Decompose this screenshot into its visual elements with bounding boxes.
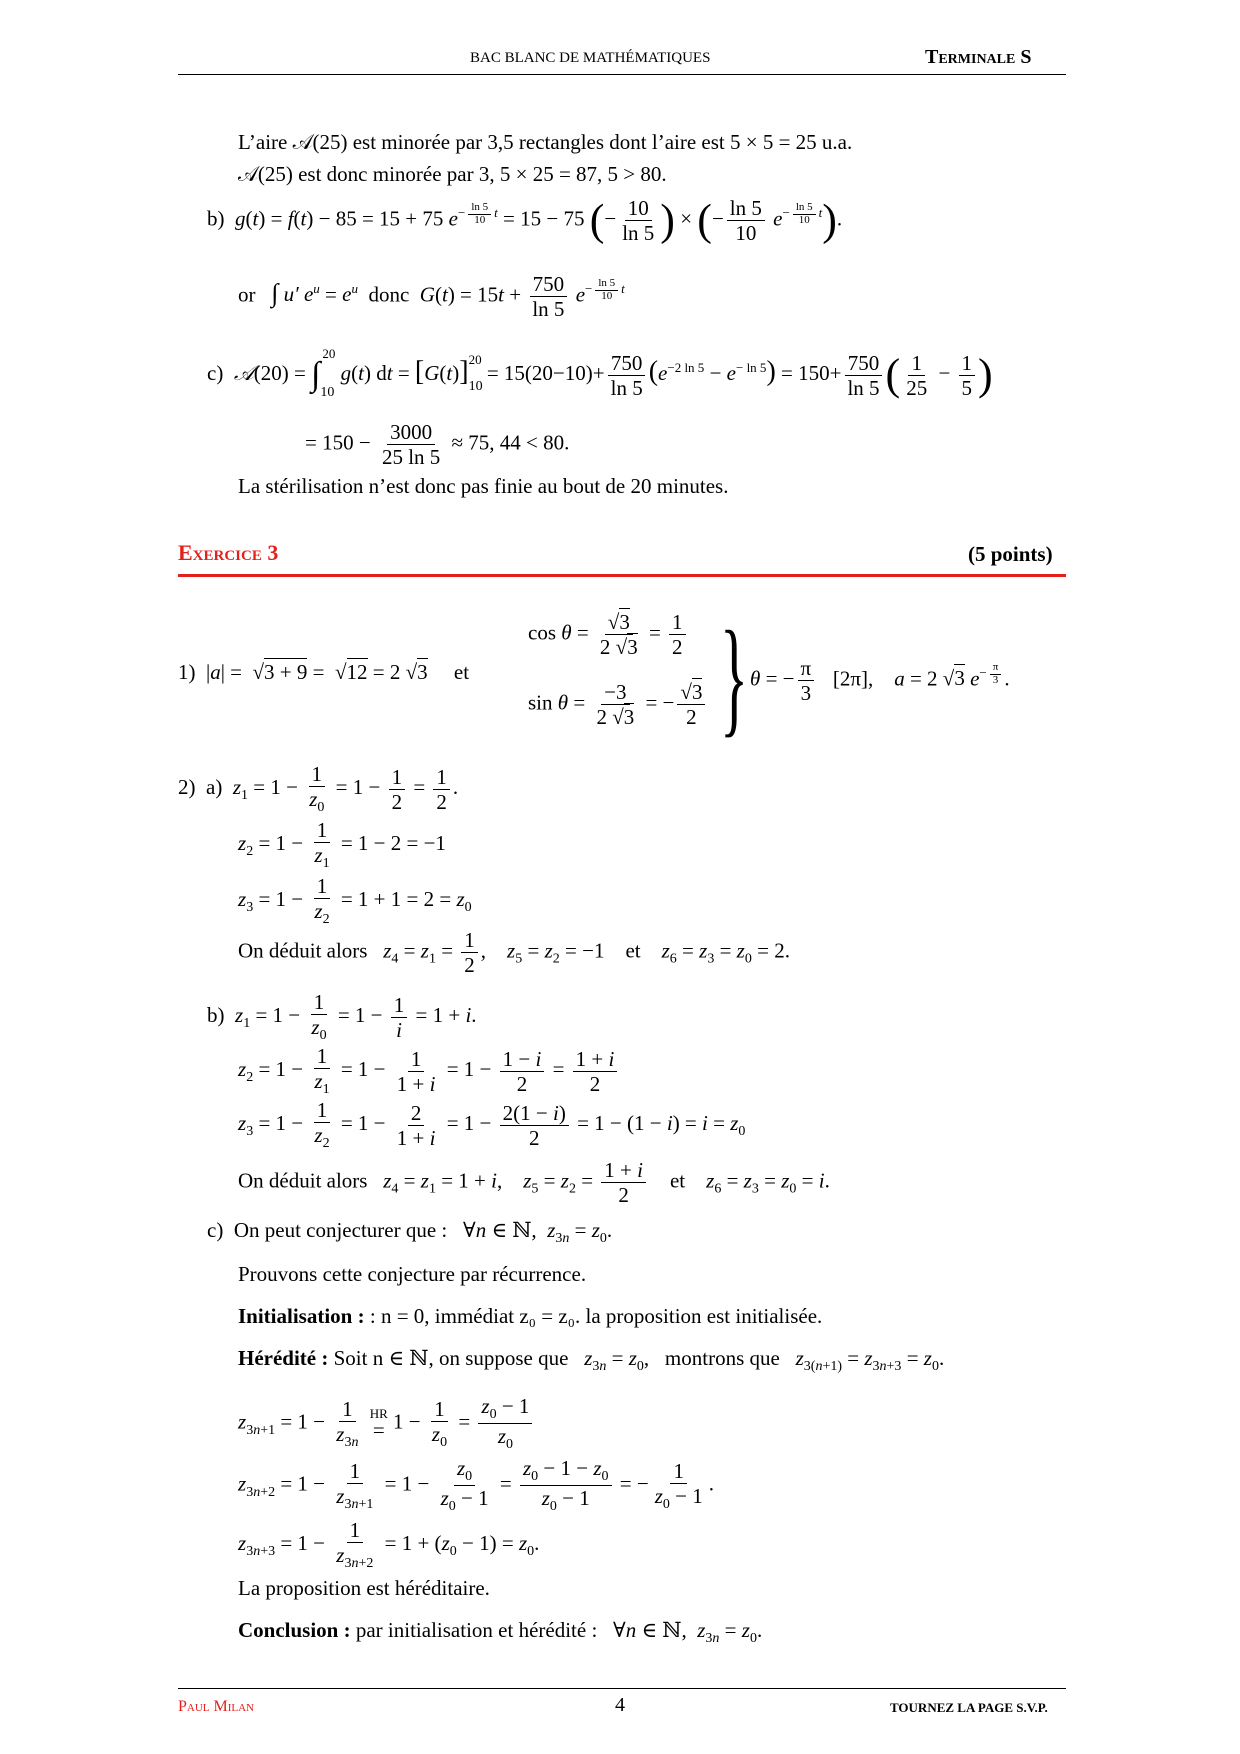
hereditaire-text: La proposition est héréditaire. — [238, 1576, 490, 1600]
montrons-text: montrons que — [664, 1346, 780, 1370]
q2c-hered: Hérédité : Soit n ∈ ℕ, on suppose que $z_{3n} = z_0$, montrons que $z_{3(n+1)} = z_{3n+3} = z_0$. — [238, 1346, 945, 1375]
text-line-2: 𝒜(25) est donc minorée par 3, 5 × 25 = 87, 5 > 80. — [238, 162, 667, 186]
or-label: or — [238, 282, 256, 307]
hered-z3n1: $z_{3n+1} = 1$ − $\frac{1}{z_{3n}}$ HR = 1 − $\frac{1}{z_0}$ = $\frac{z_0 - 1}{z_0}$ — [238, 1394, 535, 1454]
exercise-title: Exercice 3 — [178, 540, 279, 565]
sterilisation-conclusion: La stérilisation n’est donc pas finie au bout de 20 minutes. — [238, 474, 729, 498]
q2a-z1: 2) a) $z_1 = 1$ − $\frac{1}{z_0}$ = 1 − $\frac{1}{2}$ = $\frac{1}{2}$ . — [178, 762, 459, 816]
theta-mod: [2π], — [832, 666, 874, 691]
header-rule — [178, 74, 1066, 75]
q1-label: 1) — [178, 660, 196, 684]
q2b-z3: $z_3 = 1$ − $\frac{1}{z_2}$ = 1 − $\frac{2}{1 + i}$ = 1 − $\frac{2(1 - i)}{2}$ = $1 - (1 - i) = i = z_0$ — [238, 1098, 746, 1152]
q2a-z3: $z_3 = 1$ − $\frac{1}{z_2}$ = $1 + 1 = 2 = z_0$ — [238, 874, 472, 928]
header-right: Terminale S — [925, 46, 1032, 68]
or-line: or ∫ u′ $e^u = e^u$ donc G(t) = 15t + $\frac{750}{\ln 5}$ $e^{- \frac{\ln 5}{10} t}$ — [238, 272, 625, 322]
q2a-label: a) — [206, 775, 223, 800]
footer-rule — [178, 1688, 1066, 1689]
q2b-deduit-label: On déduit alors — [238, 1168, 368, 1193]
q2c-init — [238, 1304, 822, 1329]
donc-label: donc — [368, 282, 410, 307]
part-c-line: c) 𝒜(20) = $\int_{10}^{20}$ g(t) dt = $[G(t)]_{10}^{20} = 15(20-10)+$ $\frac{750}{\ln 5}$ $(e^{-2 ln 5} - e^{- ln 5}) = 150+$ $\frac{750}{\ln 5}$ ( $\frac{1}{25}$ − $\frac{1}{5}$ ) — [207, 346, 993, 400]
cos-line: cos θ = $\frac{√3}{2 √3}$ = $\frac{1}{2}$ — [528, 610, 689, 659]
part-b-label: b) — [207, 206, 225, 231]
system-brace: } — [720, 605, 749, 749]
footer-right: TOURNEZ LA PAGE S.V.P. — [890, 1700, 1048, 1715]
q1-et: et — [453, 660, 470, 684]
q2b-z2: $z_2 = 1$ − $\frac{1}{z_1}$ = 1 − $\frac{1}{1 + i}$ = 1 − $\frac{1 - i}{2}$ = $\frac{1 + i}{2}$ — [238, 1044, 620, 1098]
q2a-deduit: On déduit alors $z_4 = z_1$ = $\frac{1}{2}$ , $z_5 = z_2 = -1$ et $z_6 = z_3 = z_0 = 2$. — [238, 928, 790, 978]
q2c-conj-text: On peut conjecturer que : — [233, 1218, 448, 1242]
q1-line: 1) |a| = √3 + 9 = √12 = 2 √3 et — [178, 660, 470, 684]
init-label: Initialisation : — [238, 1304, 365, 1328]
sin-line: sin θ = $\frac{-3}{2 √3}$ = − $\frac{√3}{2}$ — [528, 680, 708, 729]
q2-label: 2) — [178, 775, 196, 800]
q2a-deduit-label: On déduit alors — [238, 938, 368, 963]
hered-z3n3: $z_{3n+3} = 1$ − $\frac{1}{z_{3n+2}}$ = $1 + (z_0 - 1) = z_0$. — [238, 1518, 540, 1572]
concl-label: Conclusion : — [238, 1618, 351, 1642]
text-line-1: L’aire 𝒜(25) est minorée par 3,5 rectangles dont l’aire est 5 × 5 = 25 u.a. — [238, 130, 853, 154]
q2b-deduit: On déduit alors $z_4 = z_1 = 1 + i$, $z_5 = z_2$ = $\frac{1 + i}{2}$ et $z_6 = z_3 = z_0 = i$. — [238, 1158, 830, 1208]
header-center: BAC BLANC DE MATHÉMATIQUES — [470, 50, 711, 66]
hered-label: Hérédité : — [238, 1346, 329, 1370]
exercise-points: (5 points) — [968, 542, 1053, 566]
concl-text: par initialisation et hérédité : — [355, 1618, 598, 1642]
part-b-line: b) g(t) = f(t) − 85 = 15 + 75 $e^{- \frac{\ln 5}{10} t} = 15 - 75$ (− $\frac{10}{\ln 5}$ ) × (− $\frac{\ln 5}{10}$ $e^{- \frac{\ln 5}{10} t}$). — [207, 195, 843, 246]
q2b-z1: b) $z_1 = 1$ − $\frac{1}{z_0}$ = 1 − $\frac{1}{i}$ = 1 + i. — [207, 990, 477, 1044]
hered-text: Soit n ∈ ℕ, on suppose que — [333, 1346, 569, 1370]
q2c-conj: c) On peut conjecturer que : ∀n ∈ ℕ, $z_{3n} = z_0$. — [207, 1218, 613, 1247]
theta-result: θ = − $\frac{\pi}{3}$ [2π], a = 2 √3 $e^{- \frac{\pi}{3}}$ . — [750, 656, 1010, 706]
q2c-prouvons: Prouvons cette conjecture par récurrence. — [238, 1262, 587, 1286]
q2a-z2: $z_2 = 1$ − $\frac{1}{z_1}$ = 1 − 2 = −1 — [238, 818, 446, 872]
init-text: : n = 0, immédiat z₀ = z₀. la proposition est initialisée. — [369, 1304, 823, 1328]
footer-author: Paul Milan — [178, 1698, 255, 1715]
hered-z3n2: $z_{3n+2} = 1$ − $\frac{1}{z_{3n+1}}$ = 1 − $\frac{z_0}{z_0 - 1}$ = $\frac{z_0 - 1 - z_0}{z_0 - 1}$ = − $\frac{1}{z_0 - 1}$ . — [238, 1456, 714, 1515]
hr-label: HR — [369, 1405, 388, 1421]
q2c-conclusion: Conclusion : par initialisation et hérédité : ∀n ∈ ℕ, $z_{3n} = z_0$. — [238, 1618, 763, 1647]
q2c-label: c) — [207, 1218, 224, 1242]
footer-page-number: 4 — [615, 1694, 625, 1716]
part-c-line-2: = 150 − $\frac{3000}{25 \ln 5}$ ≈ 75, 44 < 80. — [305, 420, 570, 470]
part-c-label: c) — [207, 361, 224, 385]
q2b-label: b) — [207, 1003, 225, 1028]
exercise-rule — [178, 574, 1066, 577]
part-c-result: ≈ 75, 44 < 80. — [451, 430, 570, 455]
